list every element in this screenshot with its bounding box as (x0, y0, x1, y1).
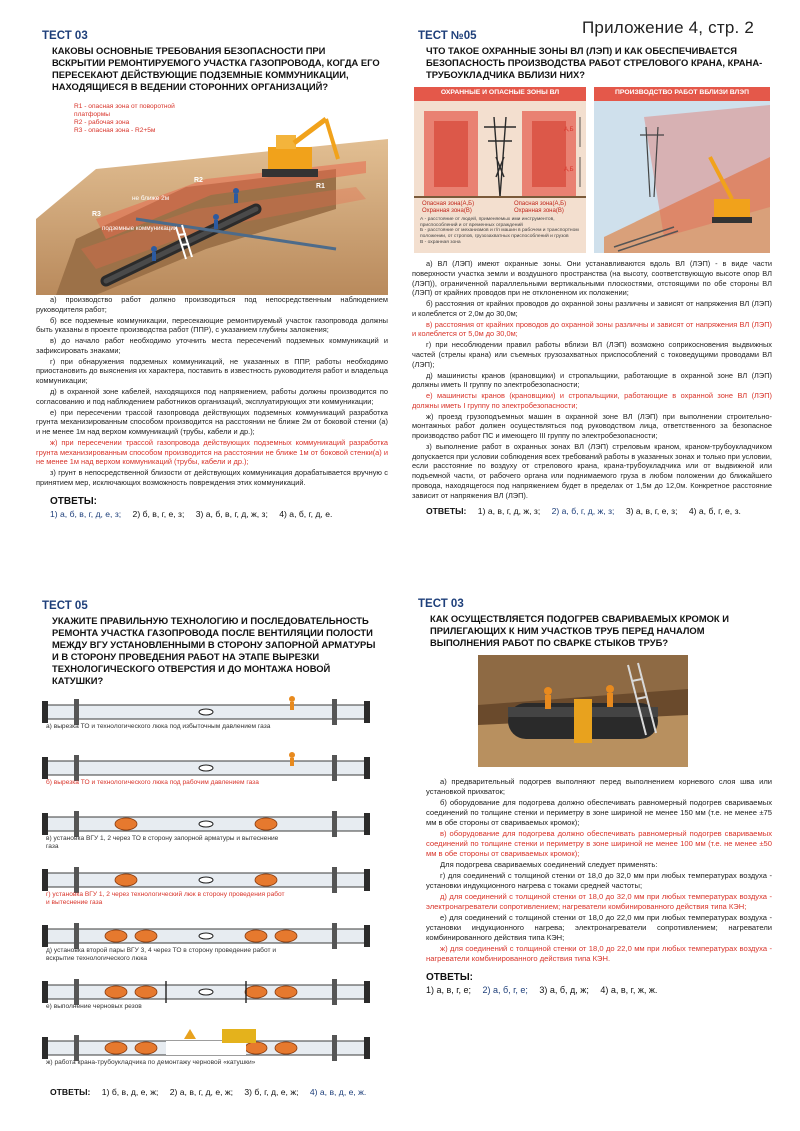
option-d: д) в охранной зоне кабелей, находящихся под напряжением, работы должны производится по согласованию и под наблюдением работников организаций, эксплуатирующих эти коммуникации; (36, 387, 388, 406)
pipe-step-1 (36, 749, 388, 805)
pipe-steps (36, 693, 388, 1085)
option-b: б) оборудование для подогрева должно обеспечивать равномерный подогрев свариваемых соединений по толщине стенки и периметру в зоне шириной не менее 150 мм (т.е. не менее ±75 мм в обе стороны от свариваемых кромок); (426, 798, 772, 828)
test-pipe-repair (36, 600, 388, 1120)
legend-r1: R1 - опасная зона от поворотной платформы (74, 103, 175, 119)
option-v: в) оборудование для подогрева должно обеспечивать равномерный подогрев свариваемых соединений по толщине стенки и периметру в зоне шириной не менее 100 мм (т.е. не менее ±50 мм в обе стороны от свариваемых кромок); (426, 829, 772, 859)
answer-4[interactable]: 4) а, б, г, д, е. (279, 508, 333, 519)
test-title: ТЕСТ 05 (42, 600, 88, 612)
pipe-step-caption: а) вырезка ТО и технологического люка под избыточным давлением газа (46, 723, 271, 731)
answers-label: ОТВЕТЫ: (426, 972, 474, 984)
legend-r3: R3 - опасная зона - R2+5м (74, 126, 156, 134)
note-v: В - охранная зона (420, 239, 461, 245)
answers-label: ОТВЕТЫ: (426, 506, 467, 517)
dimension-label-lower: А,Б (564, 167, 574, 174)
option-e: е) для соединений с толщиной стенки от 18,0 до 22,0 мм при любых температурах воздуха - установки индукционного нагрева; электронагреватели сопротивлением; нагреватели комбинированного действия типа КЭН; (426, 913, 772, 943)
answers-row (426, 506, 772, 516)
answer-4[interactable]: 4) а, в, д, е, ж. (309, 1087, 367, 1098)
option-zh: ж) для соединений с толщиной стенки от 18,0 до 22,0 мм при любых температурах воздуха - нагреватели комбинированного действия типа КЭН. (426, 944, 772, 964)
excavation-illustration (36, 99, 388, 295)
test-excavation (36, 30, 388, 590)
dimension-label-upper: А,Б (564, 127, 574, 134)
pipe-step-3 (36, 861, 388, 917)
answer-options (36, 295, 388, 488)
answer-4[interactable]: 4) а, б, г, е, з. (688, 506, 741, 517)
answer-1[interactable]: 1) а, в, г, д, ж, з; (477, 506, 541, 517)
option-a: а) предварительный подогрев выполняют перед выполнением корневого слоя шва или установкой прихваток; (426, 777, 772, 797)
pipe-step-caption: ж) работа крана-трубоукладчика по демонтажу черновой «катушки» (46, 1059, 256, 1067)
legend-r2: R2 - рабочая зона (74, 118, 130, 126)
pipe-step-caption: г) установка ВГУ 1, 2 через технологический люк в сторону проведения работ и вытеснение газа (46, 891, 285, 906)
label-danger-zone-right: Опасная зона(А,Б) (514, 201, 567, 208)
test-power-lines (412, 30, 772, 590)
panel-left-title: ОХРАННЫЕ И ОПАСНЫЕ ЗОНЫ ВЛ (440, 89, 560, 97)
option-v: в) расстояния от крайних проводов до охранной зоны различны и зависят от напряжения ВЛ (ЛЭП) и колеблется от 5,0м до 30,0м; (412, 319, 772, 339)
page-header: Приложение 4, стр. 2 (582, 18, 754, 37)
pipe-step-caption: б) вырезка ТО и технологического люка под рабочим давлением газа (46, 779, 259, 787)
option-g: г) при обнаружения подземных коммуникаций, не указанных в ППР, работы необходимо приостановить до выяснения их характера, поставить в известность руководителя работ и владельца коммуникации; (36, 356, 388, 386)
question-text: УКАЖИТЕ ПРАВИЛЬНУЮ ТЕХНОЛОГИЮ И ПОСЛЕДОВАТЕЛЬНОСТЬ РЕМОНТА УЧАСТКА ГАЗОПРОВОДА ПОСЛЕ ВЕНТИЛЯЦИИ ПОЛОСТИ МЕЖДУ ВГУ УСТАНОВЛЕННЫМИ В СТОРОНУ ЗАПОРНОЙ АРМАТУРЫ И В СТОРОНУ ПРОВЕДЕНИЯ РАБОТ НА ЭТАПЕ ВЫРЕЗКИ ТЕХНОЛОГИЧЕСКОГО ОТВЕРСТИЯ И ДО МОНТАЖА НОВОЙ КАТУШКИ? (52, 615, 376, 687)
test-title: ТЕСТ 03 (42, 30, 88, 42)
answer-3[interactable]: 3) а, б, д, ж; (539, 985, 589, 996)
zone-notes (420, 217, 584, 245)
option-g: г) при несоблюдении правил работы вблизи ВЛ (ЛЭП) возможно соприкосновения выдвижных частей (стрелы крана) или съемных грузозахватных приспособлений с токоведущими проводами ВЛ (ЛЭП); (412, 340, 772, 369)
question-text: ЧТО ТАКОЕ ОХРАННЫЕ ЗОНЫ ВЛ (ЛЭП) И КАК ОБЕСПЕЧИВАЕТСЯ БЕЗОПАСНОСТЬ ПРОИЗВОДСТВА РАБОТ СТРЕЛОВОГО КРАНА, КРАНА-ТРУБОУКЛАДЧИКА ВБЛИЗИ НИХ? (426, 45, 763, 81)
answer-3[interactable]: 3) б, г, д, е, ж; (244, 1087, 299, 1098)
pipe-step-caption: д) установка второй пары ВГУ 3, 4 через ТО в сторону проведение работ и вскрытие технологического люка (46, 947, 277, 962)
answer-2[interactable]: 2) б, в, г, е, з; (132, 508, 185, 519)
answer-2[interactable]: 2) а, б, г, е; (482, 985, 528, 996)
test-title: ТЕСТ 03 (418, 598, 464, 610)
label-communications: подземные коммуникации (102, 225, 178, 233)
pipe-step-caption: в) установка ВГУ 1, 2 через ТО в сторону запорной арматуры и вытеснение газа (46, 835, 279, 850)
answer-1[interactable]: 1) а, в, г, е; (426, 985, 471, 996)
answers-label: ОТВЕТЫ: (50, 1087, 91, 1098)
option-a: а) производство работ должно производиться под непосредственным наблюдением руководителя работ; (36, 295, 388, 314)
option-e: е) машинисты кранов (крановщики) и стропальщики, работающие в охранной зоне ВЛ (ЛЭП) должны иметь I группу по электробезопасности; (412, 391, 772, 410)
option-g: г) для соединений с толщиной стенки от 18,0 до 32,0 мм при любых температурах воздуха - установки индукционного нагрева с токами средней частоты; (426, 871, 772, 891)
answer-options (426, 777, 772, 964)
answer-2[interactable]: 2) а, б, г, д, ж, з; (551, 506, 615, 517)
option-zh: ж) проезд грузоподъемных машин в охранной зоне ВЛ (ЛЭП) при выполнении строительно-монтажных работ должен осуществляться под руководством лица, ответственного за безопасное производство работ ПС и имеющего III группу по электробезопасности; (412, 411, 772, 441)
pipe-step-6 (36, 1029, 388, 1085)
option-d: д) машинисты кранов (крановщики) и стропальщики, работающие в охранной зоне ВЛ (ЛЭП) должны иметь II группу по электробезопасности; (412, 370, 772, 390)
pipe-step-0 (36, 693, 388, 749)
option-e: е) при пересечении трассой газопровода действующих подземных коммуникаций разработка грунта механизированным способом производится на расстоянии не ближе 2м от боковой стенки (а) и не менее 1м над верхом коммуникаций (трубы, кабели и др.); (36, 407, 388, 437)
answers-row (50, 1087, 388, 1097)
answer-1[interactable]: 1) б, в, д, е, ж; (101, 1087, 159, 1098)
heating-intro: Для подогрева свариваемых соединений следует применять: (440, 860, 658, 870)
label-danger-zone-left: Опасная зона(А,Б) (422, 201, 475, 208)
label-r3: R3 (92, 211, 101, 219)
question-text: КАКОВЫ ОСНОВНЫЕ ТРЕБОВАНИЯ БЕЗОПАСНОСТИ ПРИ ВСКРЫТИИ РЕМОНТИРУЕМОГО УЧАСТКА ГАЗОПРОВОДА, КОГДА ЕГО ПЕРЕСЕКАЮТ ДЕЙСТВУЮЩИЕ ПОДЗЕМНЫЕ КОММУНИКАЦИИ, НАХОДЯЩИЕСЯ В ВЕДЕНИИ СТОРОННИХ ОРГАНИЗАЦИЙ? (52, 45, 380, 93)
answer-3[interactable]: 3) а, в, г, е, з; (625, 506, 678, 517)
note-b: Б - расстояние от механизмов и г/п машин в рабочем и транспортном положении, от стропов, грузозахватных приспособлений и грузов (420, 228, 579, 240)
label-guard-zone-right: Охранная зона(В) (514, 208, 564, 215)
option-zh: ж) при пересечении трассой газопровода действующих подземных коммуникаций разработка грунта механизированным способом производится на расстоянии не ближе 1м от боковой стенки(а) и не менее 1м над верхом коммуникаций (трубы, кабели и др.); (36, 437, 388, 467)
answer-3[interactable]: 3) а, б, в, г, д, ж, з; (195, 508, 268, 519)
zone-legend (74, 103, 204, 135)
power-line-zones-illustration (414, 87, 770, 253)
panel-right-title: ПРОИЗВОДСТВО РАБОТ ВБЛИЗИ ВЛЭП (615, 89, 749, 97)
answer-4[interactable]: 4) а, в, г, ж, ж. (600, 985, 658, 996)
option-z: з) грунт в непосредственной близости от действующих коммуникация дорабатывается вручную с принятием мер, исключающих возможность повреждения этих коммуникаций. (36, 468, 388, 487)
option-b: б) все подземные коммуникации, пересекающие ремонтируемый участок газопровода должны быть указаны в проекте производства работ (ППР), с указанием глубины заложения; (36, 315, 388, 335)
question-text: КАК ОСУЩЕСТВЛЯЕТСЯ ПОДОГРЕВ СВАРИВАЕМЫХ КРОМОК И ПРИЛЕГАЮЩИХ К НИМ УЧАСТКОВ ТРУБ ПЕРЕД НАЧАЛОМ ВЫПОЛНЕНИЯ РАБОТ ПО СВАРКЕ СТЫКОВ ТРУБ? (430, 613, 729, 649)
test-title: ТЕСТ №05 (418, 30, 477, 42)
option-a: а) ВЛ (ЛЭП) имеют охранные зоны. Они устанавливаются вдоль ВЛ (ЛЭП) - в виде части поверхности участка земли и воздушного пространства (на высоту, соответствующую высоте опор ВЛ (ЛЭП)), ограниченной параллельными вертикальными плоскостями, отстоящими по обе стороны ВЛ (ЛЭП) от крайних проводов при не отклоненном их положении; (412, 259, 772, 298)
pipe-step-caption: е) выполнение черновых резов (46, 1003, 142, 1011)
pipe-step-4 (36, 917, 388, 973)
option-d: д) для соединений с толщиной стенки от 18,0 до 32,0 мм при любых температурах воздуха - электронагреватели сопротивлением; нагреватели комбинированного действия типа КЭН; (426, 892, 772, 912)
answer-options (412, 259, 772, 500)
answers-row (426, 985, 772, 995)
label-guard-zone-left: Охранная зона(В) (422, 208, 472, 215)
note-a: А - расстояние от людей, применяемых ими инструментов, приспособлений и от временных ограждений (420, 217, 555, 228)
welding-preheat-illustration (478, 655, 688, 767)
option-z: з) выполнение работ в охранных зонах ВЛ (ЛЭП) стреловым краном, краном-трубоукладчиком допускается при условии соблюдения всех требований работы в указанных зонах и только при условии, если расстояние по воздуху от стрелового крана, крана-трубоукладчика или от выдвижной или подъемной части, от рабочего органа или поднимаемого груза в любом положении до ближайшего провода, находящегося под напряжением будет в пределах от 1,5м до 12,0м. Конкретное расстояние зависит от напряжения ВЛ (ЛЭП). (412, 441, 772, 500)
label-distance: не ближе 2м (132, 195, 170, 203)
answer-1[interactable]: 1) а, б, в, г, д, е, з; (50, 508, 122, 519)
pipe-step-2 (36, 805, 388, 861)
answers-label: ОТВЕТЫ: (50, 495, 98, 507)
label-r2: R2 (194, 177, 203, 185)
option-b: б) расстояния от крайних проводов до охранной зоны различны и зависят от напряжения ВЛ (ЛЭП) и колеблется от 2,0м до 30,0м; (412, 299, 772, 318)
answer-2[interactable]: 2) а, в, г, д, е, ж; (169, 1087, 234, 1098)
test-preheating (412, 598, 772, 1118)
label-r1: R1 (316, 183, 325, 191)
pipe-step-5 (36, 973, 388, 1029)
option-v: в) до начало работ необходимо уточнить места пересечений подземных коммуникаций и зафиксировать знаками; (36, 336, 388, 355)
answers-row (50, 509, 388, 519)
